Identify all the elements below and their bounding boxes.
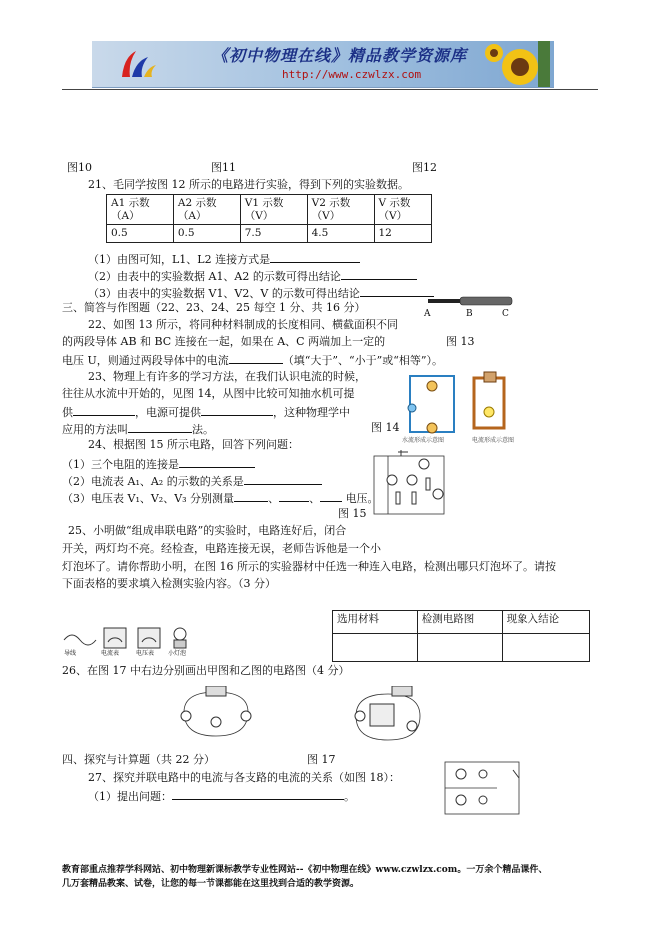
header-rule: [62, 89, 598, 90]
table-header-cell: 现象入结论: [502, 611, 589, 634]
q23-line2: 往往从水流中开始的，见图 14，从图中比较可知抽水机可提: [62, 387, 355, 400]
rod-label-b: B: [466, 309, 473, 319]
banner-title: 《初中物理在线》精品教学资源库: [212, 46, 468, 65]
equip-bulb: 小灯泡: [168, 650, 187, 657]
table-header-cell: A2 示数 （A）: [173, 195, 240, 225]
q22-line2: 的两段导体 AB 和 BC 连接在一起，如果在 A、C 两端加上一定的: [62, 335, 386, 348]
table-cell: 7.5: [240, 225, 307, 243]
q25-line4: 下面表格的要求填入检测实验内容。（3 分）: [62, 577, 276, 590]
q22-line1: 22、如图 13 所示，将同种材料制成的长度相同、横截面积不同: [88, 318, 398, 331]
answer-blank[interactable]: [244, 473, 322, 485]
fig14-label: 图 14: [371, 421, 400, 434]
q24-part1: （1）三个电阻的连接是: [62, 456, 255, 471]
rod-figure: [424, 294, 524, 320]
circuit-b-figure: [348, 686, 428, 746]
table-row: [107, 225, 432, 243]
table-row: [333, 611, 590, 634]
table-cell: 0.5: [107, 225, 174, 243]
circuit-a-figure: [176, 686, 256, 742]
rod-label-c: C: [502, 309, 509, 319]
q23-line4: 应用的方法叫 法。: [62, 423, 214, 436]
table-cell[interactable]: [333, 634, 418, 662]
table-row: [333, 634, 590, 662]
q25-line2: 开关，两灯均不亮。经检查，电路连接无误，老师告诉他是一个小: [62, 542, 381, 555]
current-caption: 电流形成示意图: [472, 437, 515, 444]
q25-answer-table: [332, 610, 590, 662]
fig12-label: 图12: [412, 161, 437, 174]
section3-heading: 三、简答与作图题（22、23、24、25 每空 1 分、共 16 分）: [62, 301, 366, 314]
table-cell: 4.5: [307, 225, 374, 243]
footer-line2: 几万套精品教案、试卷，让您的每一节课都能在这里找到合适的教学资源。: [62, 879, 360, 889]
q21-part1: （1）由图可知，L1、L2 连接方式是: [88, 251, 360, 266]
q25-line3: 灯泡坏了。请你帮助小明，在图 16 所示的实验器材中任选一种连入电路，检测出哪只灯泡坏了。请按: [62, 560, 556, 573]
q24-line1: 24、根据图 15 所示电路，回答下列问题：: [88, 438, 299, 451]
q21-part3: （3）由表中的实验数据 V1、V2、V 的示数可得出结论: [88, 285, 434, 300]
answer-blank[interactable]: [201, 404, 273, 416]
rod-label-a: A: [424, 309, 431, 319]
q21-text: 21、毛同学按图 12 所示的电路进行实验，得到下列的实验数据。: [88, 178, 409, 191]
fig10-label: 图10: [67, 161, 92, 174]
q22-line3: 电压 U，则通过两段导体中的电流 （填“大于”、“小于”或“相等”）。: [62, 354, 444, 367]
q27-line1: 27、探究并联电路中的电流与各支路的电流的关系（如图 18）：: [88, 771, 400, 784]
site-logo: [118, 47, 158, 81]
answer-blank[interactable]: [229, 352, 283, 364]
answer-blank[interactable]: [234, 490, 268, 502]
table-header-cell: V1 示数 （V）: [240, 195, 307, 225]
table-header-cell: V2 示数 （V）: [307, 195, 374, 225]
answer-blank[interactable]: [320, 490, 342, 502]
sunflower-image: [480, 41, 550, 87]
water-circuit-figure: [400, 368, 515, 444]
equip-voltmeter: 电压表: [136, 650, 155, 657]
table-cell: 0.5: [173, 225, 240, 243]
section4-heading: 四、探究与计算题（共 22 分）: [62, 753, 215, 766]
q25-line1: 25、小明做“组成串联电路”的实验时，电路连好后，闭合: [68, 524, 347, 537]
table-header-cell: V 示数 （V）: [374, 195, 432, 225]
q27-part1: （1）提出问题： 。: [88, 790, 355, 803]
banner-url[interactable]: http://www.czwlzx.com: [282, 68, 422, 81]
fig13-label: 图 13: [446, 335, 475, 348]
table-row: [107, 195, 432, 225]
q24-part2: （2）电流表 A₁、A₂ 的示数的关系是: [62, 473, 322, 488]
answer-blank[interactable]: [341, 268, 417, 280]
q24-part3: （3）电压表 V₁、V₂、V₃ 分别测量 、 、 电压。: [62, 492, 379, 505]
q23-line3: 供 ，电源可提供 ，这种物理学中: [62, 406, 350, 419]
table-header-cell: A1 示数 （A）: [107, 195, 174, 225]
header-banner: [92, 41, 554, 88]
table-header-cell: 检测电路图: [417, 611, 502, 634]
table-cell[interactable]: [417, 634, 502, 662]
answer-blank[interactable]: [128, 421, 192, 433]
resistor-circuit-figure: [368, 450, 452, 520]
answer-blank[interactable]: [179, 456, 255, 468]
answer-blank[interactable]: [270, 251, 360, 263]
q26-text: 26、在图 17 中右边分别画出甲图和乙图的电路图（4 分）: [62, 664, 350, 677]
table-cell[interactable]: [502, 634, 589, 662]
q21-part2: （2）由表中的实验数据 A1、A2 的示数可得出结论: [88, 268, 417, 283]
answer-blank[interactable]: [73, 404, 135, 416]
answer-blank[interactable]: [279, 490, 309, 502]
q23-line1: 23、物理上有许多的学习方法，在我们认识电流的时候，: [88, 370, 366, 383]
equip-ammeter: 电流表: [101, 650, 120, 657]
parallel-circuit-figure: [437, 756, 525, 820]
fig15-label: 图 15: [338, 507, 367, 520]
fig11-label: 图11: [211, 161, 236, 174]
footer-line1: 教育部重点推荐学科网站、初中物理新课标教学专业性网站--《初中物理在线》www.czwlzx.com。一万余个精品课件、: [62, 865, 548, 875]
q21-data-table: [106, 194, 432, 243]
answer-blank[interactable]: [360, 285, 434, 297]
equip-wire: 导线: [64, 650, 77, 657]
answer-blank[interactable]: [172, 788, 344, 800]
water-caption: 水流形成示意图: [402, 437, 445, 444]
fig17-label: 图 17: [307, 753, 336, 766]
table-header-cell: 选用材料: [333, 611, 418, 634]
table-cell: 12: [374, 225, 432, 243]
